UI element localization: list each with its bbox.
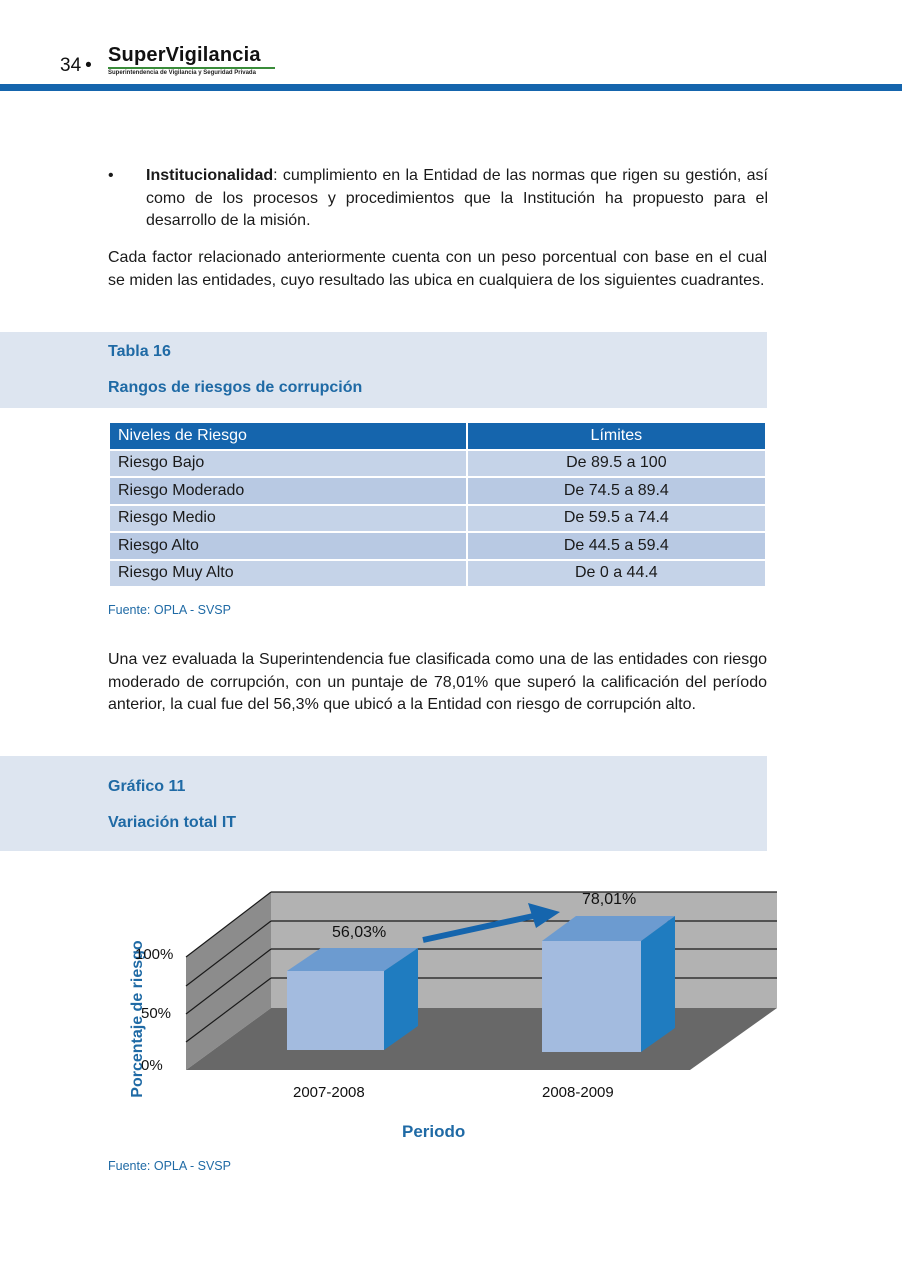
paragraph-2: Una vez evaluada la Superintendencia fue clasificada como una de las entidades con riesgo moderado de corrupción, con un puntaje de 78,01% que superó la calificación del período anterior, la cual fue del 56,3% que ubicó a la Entidad con riesgo de corrupción alto. — [108, 651, 767, 713]
paragraph-1: Cada factor relacionado anteriormente cuenta con un peso porcentual con base en el cual se miden las entidades, cuyo resultado las ubica en cualquiera de los siguientes cuadrantes. — [108, 249, 767, 289]
table-row — [109, 477, 766, 505]
cell-level: Riesgo Alto — [109, 532, 467, 560]
table-title: Rangos de riesgos de corrupción — [108, 379, 363, 396]
figure-title: Variación total IT — [108, 814, 237, 831]
x-category-2008-2009: 2008-2009 — [542, 1084, 614, 1101]
table-row — [109, 505, 766, 533]
cell-level: Riesgo Medio — [109, 505, 467, 533]
logo — [108, 44, 275, 76]
bullet-body: : cumplimiento en la Entidad de las normas que rigen su gestión, así como de los procesos y procedimientos que la Institución ha propuesto para el desarrollo de la misión. — [146, 167, 768, 229]
x-axis-label: Periodo — [402, 1122, 466, 1141]
bullet-item — [108, 165, 768, 233]
y-tick-50: 50% — [141, 1005, 172, 1022]
logo-rule — [108, 67, 275, 69]
table-header-row — [109, 422, 766, 450]
table-caption — [0, 332, 767, 408]
cell-limits: De 0 a 44.4 — [467, 560, 766, 588]
column-header-limits: Límites — [467, 422, 766, 450]
bullet-text — [146, 165, 768, 233]
logo-subtitle: Superintendencia de Vigilancia y Seguridad Privada — [108, 70, 256, 76]
bar-2007-2008 — [287, 948, 418, 1050]
risk-ranges-table — [108, 421, 767, 588]
cell-level: Riesgo Bajo — [109, 450, 467, 478]
cell-level: Riesgo Muy Alto — [109, 560, 467, 588]
bar-2008-2009 — [542, 916, 675, 1052]
cell-limits: De 44.5 a 59.4 — [467, 532, 766, 560]
value-label-2008-2009: 78,01% — [582, 891, 637, 908]
risk-variation-chart — [100, 870, 790, 1150]
table-row — [109, 532, 766, 560]
x-category-2007-2008: 2007-2008 — [293, 1084, 365, 1101]
page-number-value: 34 — [60, 55, 82, 76]
cell-limits: De 89.5 a 100 — [467, 450, 766, 478]
logo-title: SuperVigilancia — [108, 44, 261, 66]
chart-graphic — [100, 870, 790, 1150]
bullet-mark: • — [108, 167, 114, 184]
cell-limits: De 59.5 a 74.4 — [467, 505, 766, 533]
y-tick-100: 100% — [135, 946, 174, 963]
table-row — [109, 450, 766, 478]
chart-floor — [186, 1008, 777, 1070]
table-number: Tabla 16 — [108, 343, 171, 360]
table-row — [109, 560, 766, 588]
table-source: Fuente: OPLA - SVSP — [108, 603, 231, 617]
figure-number: Gráfico 11 — [108, 778, 186, 795]
bullet-term: Institucionalidad — [146, 167, 274, 184]
page-number — [60, 55, 92, 77]
figure-caption — [0, 756, 767, 851]
y-tick-0: 0% — [141, 1057, 163, 1074]
y-axis-label: Porcentaje de riesgo — [129, 940, 146, 1098]
page-header — [0, 0, 902, 95]
separator-dot: • — [85, 55, 92, 76]
cell-level: Riesgo Moderado — [109, 477, 467, 505]
header-bar — [0, 84, 902, 91]
value-label-2007-2008: 56,03% — [332, 924, 387, 941]
cell-limits: De 74.5 a 89.4 — [467, 477, 766, 505]
column-header-level: Niveles de Riesgo — [109, 422, 467, 450]
figure-source: Fuente: OPLA - SVSP — [108, 1159, 231, 1173]
